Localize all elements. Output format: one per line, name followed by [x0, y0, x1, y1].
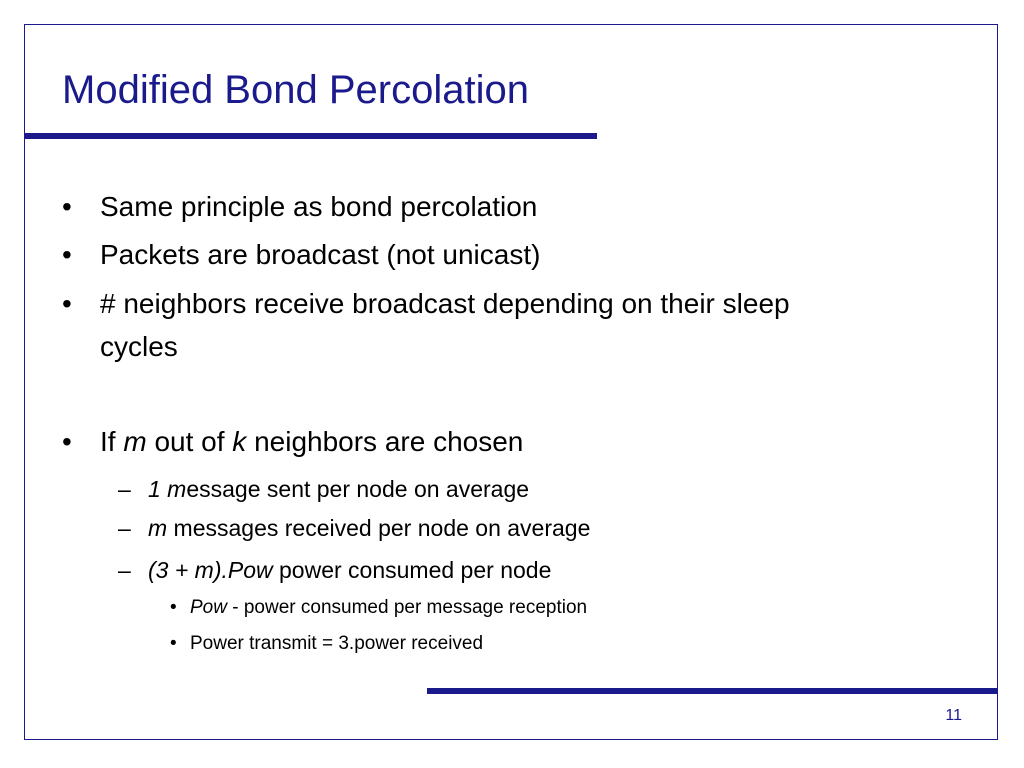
sub-sub-bullet-marker: • [170, 633, 177, 654]
bullet-marker: • [62, 239, 72, 270]
footer-rule [427, 688, 998, 694]
bullet-text: Packets are broadcast (not unicast) [100, 239, 541, 270]
title-underline [24, 133, 597, 139]
sub-bullet-text: m messages received per node on average [148, 515, 591, 541]
sub-sub-bullet-marker: • [170, 597, 177, 618]
page-number: 11 [945, 707, 962, 724]
sub-bullet-marker: – [118, 515, 131, 541]
bullet-text: # neighbors receive broadcast depending on their sleep [100, 288, 790, 319]
bullet-marker: • [62, 426, 72, 457]
bullet-text: If m out of k neighbors are chosen [100, 426, 524, 457]
sub-sub-bullet-text: Pow - power consumed per message reception [190, 597, 588, 618]
bullet-text-continuation: cycles [100, 331, 178, 362]
bullet-text: Same principle as bond percolation [100, 191, 538, 222]
bullet-marker: • [62, 288, 72, 319]
sub-bullet-marker: – [118, 557, 131, 583]
sub-bullet-text: 1 message sent per node on average [148, 476, 530, 502]
slide-title: Modified Bond Percolation [62, 68, 529, 112]
bullet-marker: • [62, 191, 72, 222]
sub-bullet-text: (3 + m).Pow power consumed per node [148, 557, 552, 583]
sub-bullet-marker: – [118, 476, 131, 502]
sub-sub-bullet-text: Power transmit = 3.power received [190, 633, 484, 654]
